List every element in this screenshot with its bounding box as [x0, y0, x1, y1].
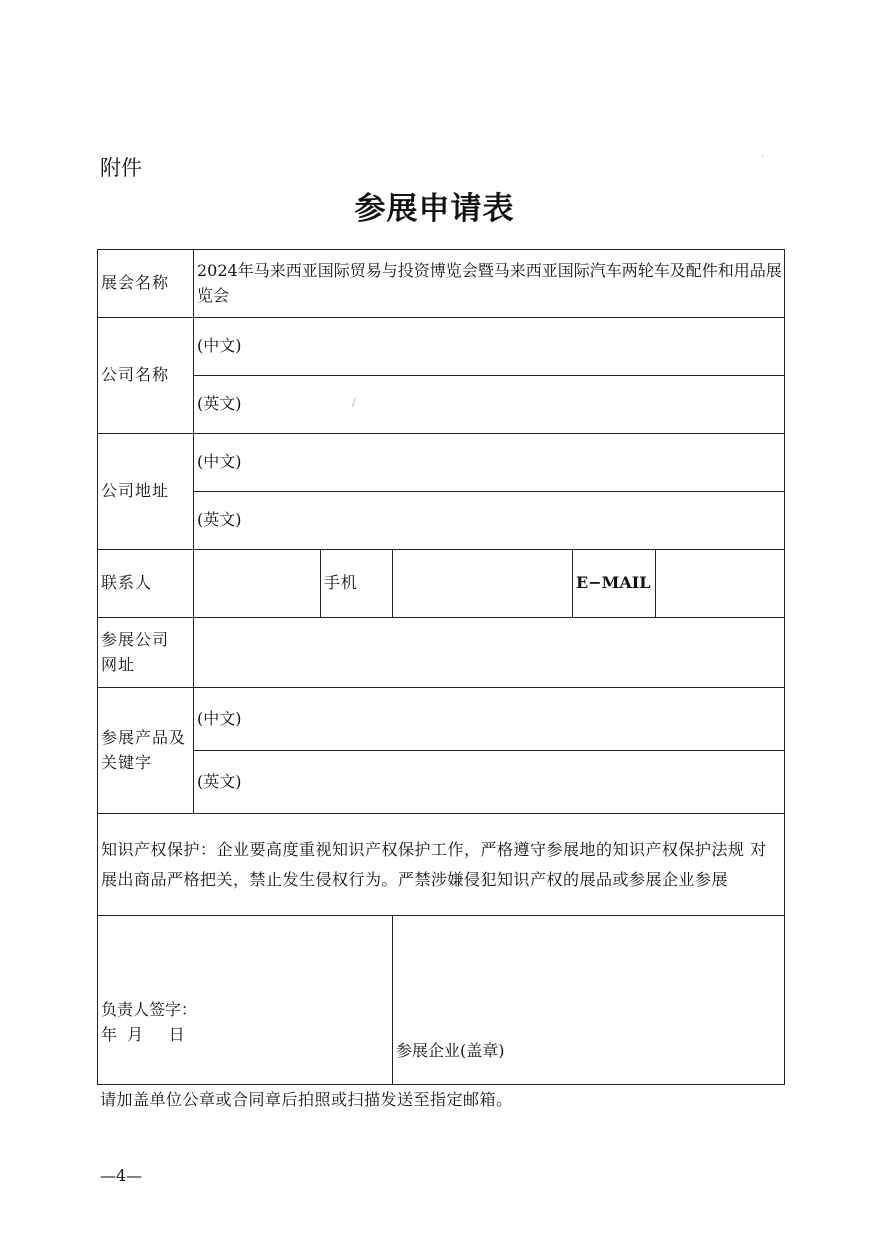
website-label — [98, 618, 194, 688]
signature-label: 负责人签字： — [101, 1000, 198, 1020]
application-form-table — [97, 249, 785, 1085]
contact-row — [98, 550, 785, 618]
mobile-field[interactable] — [393, 550, 573, 618]
company-address-en-field[interactable]: (英文) — [194, 492, 785, 550]
contact-field[interactable] — [194, 550, 321, 618]
exhibition-name-label: 展会名称 — [98, 250, 194, 318]
scan-speck: ' — [761, 154, 764, 163]
website-label-line1: 参展公司 — [101, 629, 170, 649]
mobile-label: 手机 — [321, 550, 393, 618]
scan-speck: / — [352, 398, 356, 409]
contact-label: 联系人 — [98, 550, 194, 618]
email-field[interactable] — [656, 550, 785, 618]
products-label — [98, 688, 194, 814]
exhibition-name-value: 2024年马来西亚国际贸易与投资博览会暨马来西亚国际汽车两轮车及配件和用品展览会 — [194, 250, 785, 318]
signature-cell[interactable] — [98, 916, 393, 1085]
company-address-en-row — [98, 492, 785, 550]
company-name-row — [98, 318, 785, 376]
company-address-label: 公司地址 — [98, 434, 194, 550]
attachment-label: 附件 — [100, 156, 142, 180]
stamp-cell[interactable] — [393, 916, 785, 1085]
email-label: E−MAIL — [573, 550, 656, 618]
products-en-row — [98, 751, 785, 814]
company-name-label: 公司名称 — [98, 318, 194, 434]
ip-notice-text: 知识产权保护：企业要高度重视知识产权保护工作，严格遵守参展地的知识产权保护法规 对展出商品严格把关，禁止发生侵权行为。严禁涉嫌侵犯知识产权的展品或参展企业参展 — [98, 814, 785, 916]
form-title: 参展申请表 — [354, 191, 515, 227]
footnote: 请加盖单位公章或合同章后拍照或扫描发送至指定邮箱。 — [100, 1090, 513, 1109]
page-number: —4— — [100, 1166, 143, 1185]
products-label-line2: 关键字 — [101, 752, 153, 772]
signature-row — [98, 916, 785, 1085]
products-label-line1: 参展产品及 — [101, 727, 187, 747]
date-label: 年 月 日 — [101, 1025, 185, 1045]
website-label-line2: 网址 — [101, 654, 136, 674]
products-cn-field[interactable]: (中文) — [194, 688, 785, 751]
company-name-en-row — [98, 376, 785, 434]
company-name-cn-field[interactable]: (中文) — [194, 318, 785, 376]
company-address-row — [98, 434, 785, 492]
ip-notice-row — [98, 814, 785, 916]
company-address-cn-field[interactable]: (中文) — [194, 434, 785, 492]
products-row — [98, 688, 785, 751]
company-name-en-field[interactable]: (英文) — [194, 376, 785, 434]
products-en-field[interactable]: (英文) — [194, 751, 785, 814]
website-field[interactable] — [194, 618, 785, 688]
exhibition-row — [98, 250, 785, 318]
stamp-label: 参展企业(盖章) — [396, 1041, 505, 1061]
website-row — [98, 618, 785, 688]
